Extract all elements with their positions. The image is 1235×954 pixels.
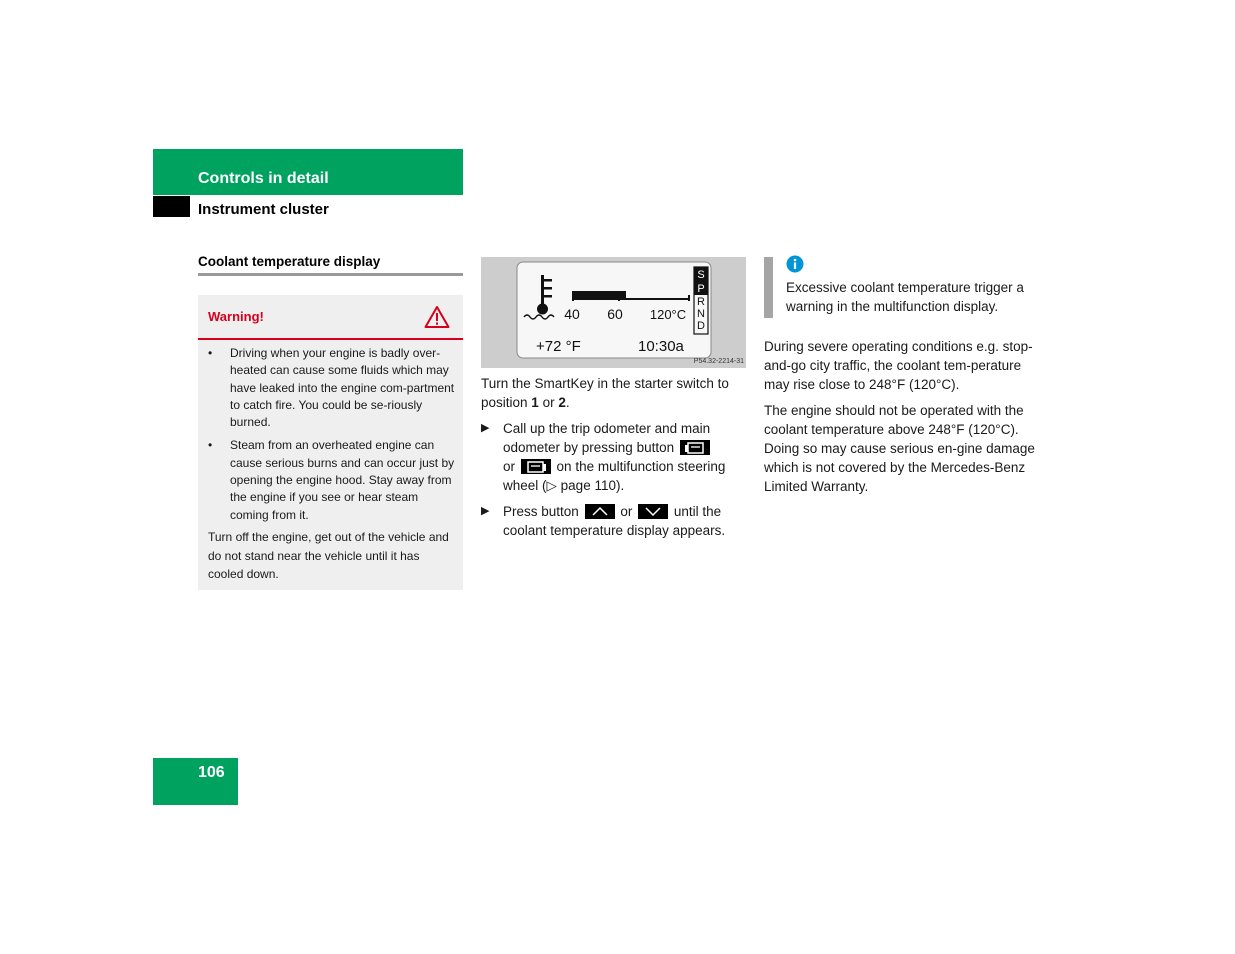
scale-label-low: 40 [564, 306, 580, 322]
operating-conditions-paragraph: During severe operating conditions e.g. stop-and-go city traffic, the coolant tem-perature may rise close to 248°F (120°C). [764, 339, 1033, 392]
scale-label-mid: 60 [607, 306, 623, 322]
gear-s: S [697, 269, 705, 281]
warning-note: Turn off the engine, get out of the vehicle and do not stand near the vehicle until it has cooled down. [208, 530, 449, 581]
section-title: Controls in detail [198, 170, 329, 187]
scroll-up-button-icon [585, 504, 615, 519]
step-arrow-icon: ▶ [481, 505, 490, 517]
warning-list [208, 345, 456, 530]
scroll-down-button-icon [638, 504, 668, 519]
gear-r: R [697, 296, 705, 308]
gear-p: P [697, 283, 705, 295]
info-text: Excessive coolant temperature trigger a warning in the multifunction display. [786, 280, 1024, 314]
engine-damage-paragraph: The engine should not be operated with the coolant temperature above 248°F (120°C). Doing so may cause serious en-gine damage which is not covered by the Mercedes-Benz Limited Warranty. [764, 403, 1035, 494]
outside-temp-readout: +72 °F [536, 338, 581, 355]
step-2: ▶ Press button or until the coolant temperature display appears. [481, 504, 726, 538]
coolant-heading: Coolant temperature display [198, 254, 381, 269]
gear-n: N [697, 308, 705, 320]
figure-code: P54.32-2214-31 [693, 358, 744, 365]
warning-triangle-icon [424, 305, 450, 329]
scale-label-high: 120°C [649, 307, 687, 322]
coolant-display-illustration [481, 257, 746, 368]
warning-box [198, 295, 463, 590]
subsection-title: Instrument cluster [198, 201, 329, 218]
clock-readout: 10:30a [638, 338, 684, 355]
list-item: • Driving when your engine is badly over-heated can cause some fluids which may have leaked into the engine com-partment to catch fire. You could be se-riously burned. [208, 346, 455, 430]
step-1: ▶ Call up the trip odometer and main odometer by pressing button or on the multifunction steering wheel (▷ page 110). [481, 421, 726, 493]
gear-d: D [697, 320, 705, 332]
info-icon [786, 255, 804, 273]
subsection-marker [153, 196, 190, 217]
page-number-box [153, 758, 238, 805]
intro-paragraph: Turn the SmartKey in the starter switch to position 1 or 2. [481, 376, 729, 410]
trip-display-button-icon-alt [521, 459, 551, 474]
heading-rule [198, 273, 463, 276]
step-arrow-icon: ▶ [481, 422, 490, 434]
trip-display-button-icon [680, 440, 710, 455]
info-side-bar [764, 257, 773, 318]
page-number: 106 [198, 764, 225, 781]
list-item: • Steam from an overheated engine can cause serious burns and can occur just by opening the engine hood. Stay away from the engine if you see or hear steam coming from it. [208, 438, 455, 522]
warning-title: Warning! [208, 309, 264, 324]
warning-rule [198, 338, 463, 340]
